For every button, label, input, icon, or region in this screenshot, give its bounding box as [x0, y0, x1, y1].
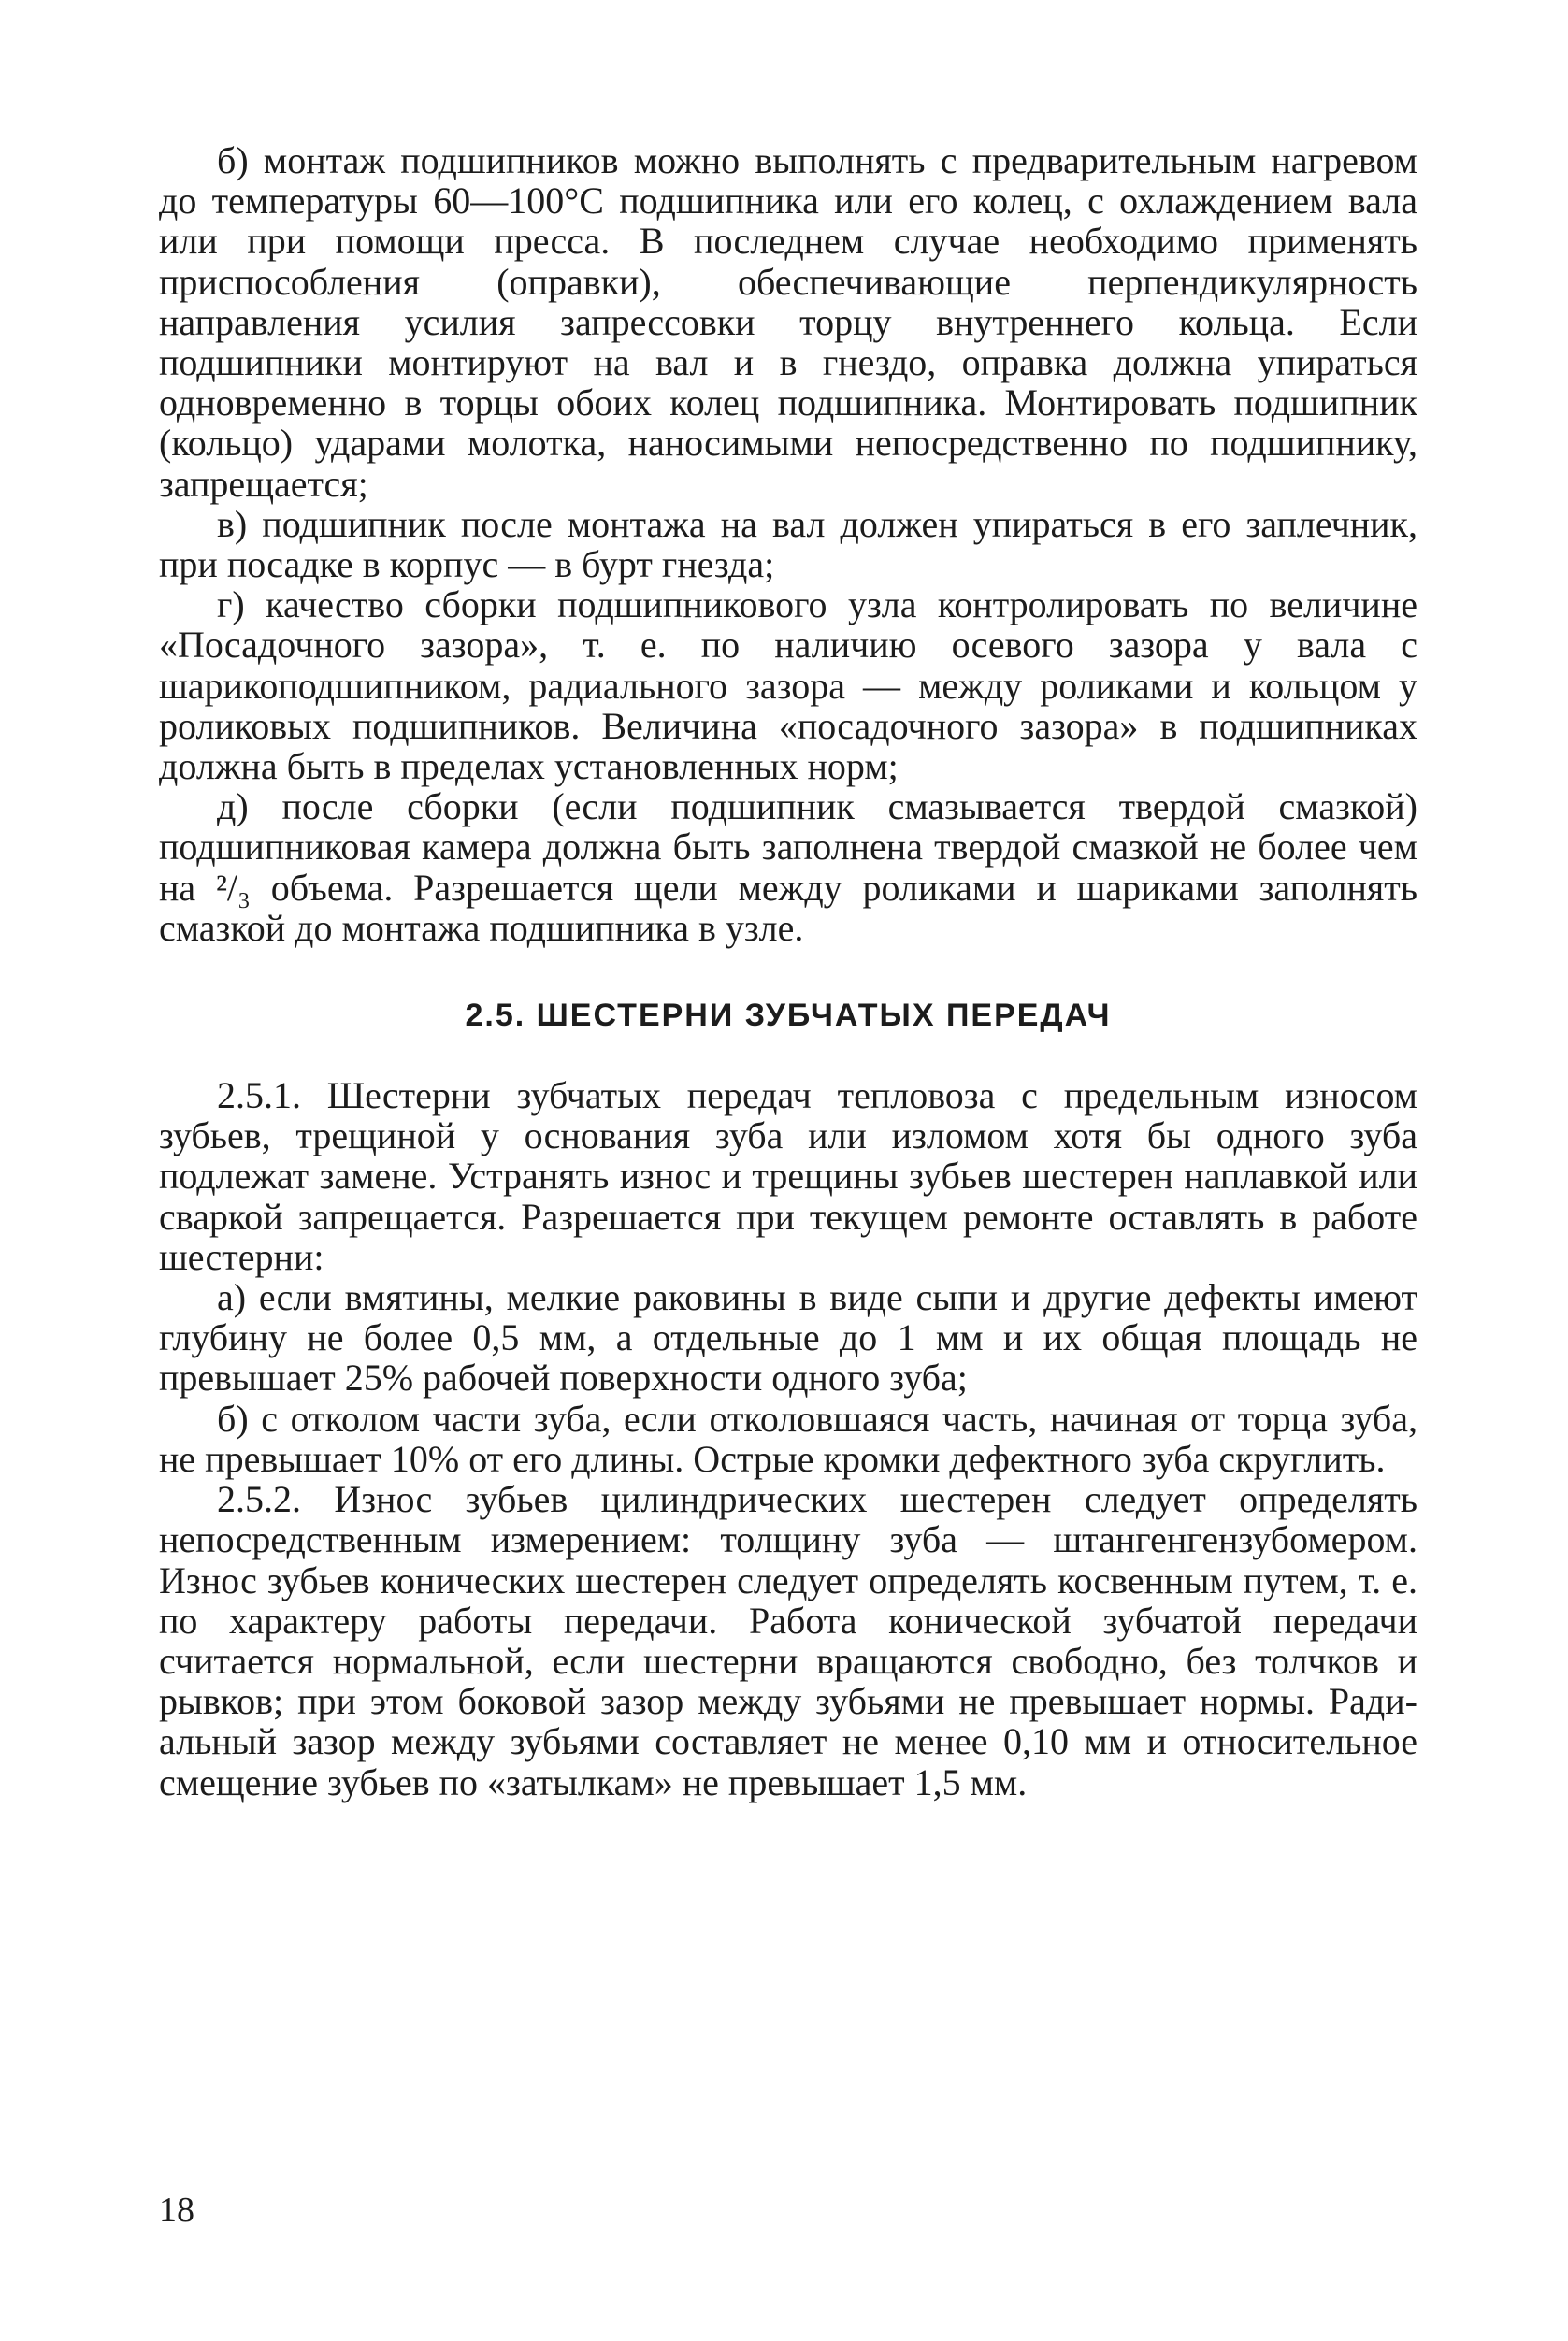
paragraph-2-5-1: 2.5.1. Шестерни зубчатых передач тепловоза с предельным износом зубьев, трещиной у основания зуба или изломом хотя бы одного зуба подлежат замене. Устранять износ и трещины зубьев шестерен наплавкой или сваркой запрещается. Разрешается при текущем ремонте оставлять в работе шестерни:: [159, 1074, 1417, 1278]
document-page: [159, 140, 1417, 1802]
paragraph-a-dents: а) если вмятины, мелкие раковины в виде сыпи и другие дефекты имеют глубину не более 0,5 мм, а отдельные до 1 мм и их общая площадь не превышает 25% рабочей поверхности одного зуба;: [159, 1276, 1417, 1400]
paragraph-2-5-2: 2.5.2. Износ зубьев цилиндрических шестерен следует определять непосредственным измерением: толщину зуба — штангенгензубомером. Износ зубьев конических шестерен следует определять косвенным путем, т. е. по характеру работы передачи. Работа конической зубчатой передачи считается нормальной, если шестерни вращаются свободно, без толчков и рывков; при этом боковой зазор между зубьями не превышает нормы. Радиальный зазор между зубьями составляет не менее 0,10 мм и относительное смещение зубьев по «затылкам» не превышает 1,5 мм.: [159, 1478, 1417, 1803]
page-number: 18: [159, 2190, 194, 2230]
paragraph-b-bearing-mounting: б) монтаж подшипников можно выполнять с предварительным нагревом до температуры 60—100°С подшипника или его колец, с охлаждением вала или при помощи пресса. В последнем случае необходимо применять приспособления (оправки), обеспечивающие перпендикулярность направления усилия запрессовки торцу внутреннего кольца. Если подшипники монтируют на вал и в гнездо, оправка должна упираться одновременно в торцы обоих колец подшипника. Монтировать подшипник (кольцо) ударами молотка, наносимыми непосредственно по подшипнику, запрещается;: [159, 139, 1417, 505]
paragraph-v-bearing-shoulder: в) подшипник после монтажа на вал должен упираться в его заплечник, при посадке в корпус — в бурт гнезда;: [159, 502, 1417, 586]
paragraph-g-assembly-quality: г) качество сборки подшипникового узла контролировать по величине «Посадочного зазора», т. е. по наличию осевого зазора у вала с шарикоподшипником, радиального зазора — между роликами и кольцом у роликовых подшипников. Величина «посадочного зазора» в подшипниках должна быть в пределах установленных норм;: [159, 583, 1417, 788]
section-heading: 2.5. ШЕСТЕРНИ ЗУБЧАТЫХ ПЕРЕДАЧ: [465, 998, 1112, 1034]
paragraph-b-chipped-tooth: б) с отколом части зуба, если отколовшаяся часть, начиная от торца зуба, не превышает 10% от его длины. Острые кромки дефектного зуба скруглить.: [159, 1397, 1417, 1480]
paragraph-d-lubrication: д) после сборки (если подшипник смазывается твердой смазкой) подшипниковая камера должна быть заполнена твердой смазкой не более чем на ²/₃ объема. Разрешается щели между роликами и шариками заполнять смазкой до монтажа подшипника в узле.: [159, 785, 1417, 949]
